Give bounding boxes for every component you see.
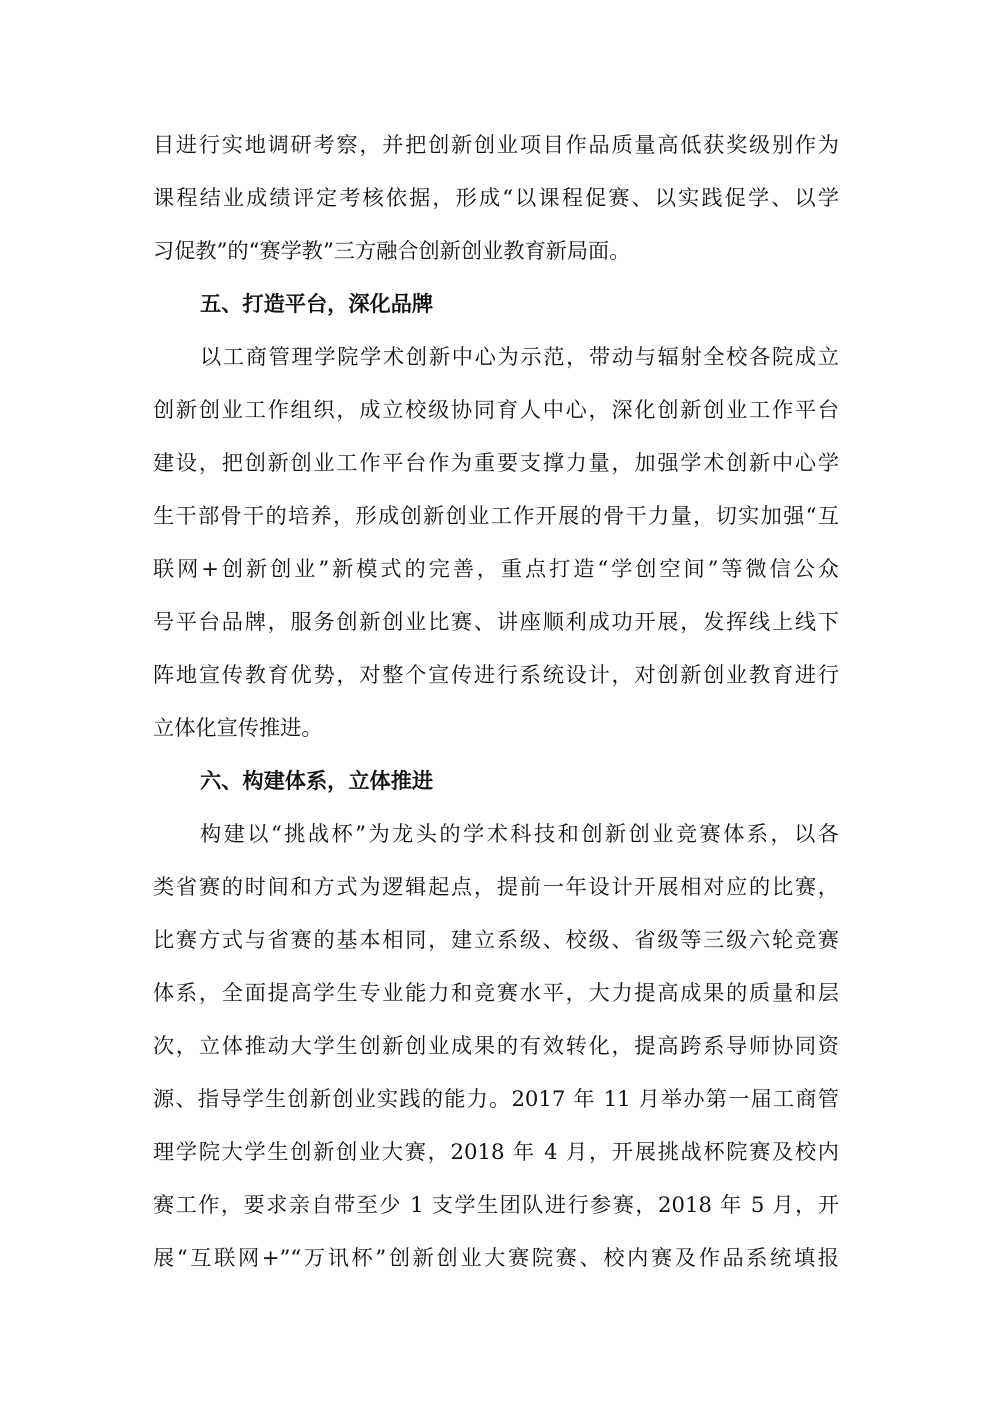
section-heading-6: 六、构建体系，立体推进 (200, 768, 434, 793)
paragraph-line: 目进行实地调研考察，并把创新创业项目作品质量高低获奖级别作为 (153, 132, 839, 157)
paragraph-line: 源、指导学生创新创业实践的能力。2017 年 11 月举办第一届工商管 (153, 1086, 839, 1111)
paragraph-line: 赛工作，要求亲自带至少 1 支学生团队进行参赛，2018 年 5 月，开 (153, 1192, 839, 1217)
section-heading-5: 五、打造平台，深化品牌 (200, 291, 434, 316)
paragraph-line: 号平台品牌，服务创新创业比赛、讲座顺利成功开展，发挥线上线下 (153, 609, 839, 634)
paragraph-line: 比赛方式与省赛的基本相同，建立系级、校级、省级等三级六轮竞赛 (153, 927, 839, 952)
paragraph-line: 建设，把创新创业工作平台作为重要支撑力量，加强学术创新中心学 (153, 450, 839, 475)
paragraph-line: 构建以“挑战杯”为龙头的学术科技和创新创业竞赛体系，以各 (200, 821, 839, 846)
paragraph-line: 理学院大学生创新创业大赛，2018 年 4 月，开展挑战杯院赛及校内 (153, 1139, 839, 1164)
paragraph-line: 次，立体推动大学生创新创业成果的有效转化，提高跨系导师协同资 (153, 1033, 839, 1058)
paragraph-line: 阵地宣传教育优势，对整个宣传进行系统设计，对创新创业教育进行 (153, 662, 839, 687)
paragraph-line: 立体化宣传推进。 (153, 715, 323, 740)
paragraph-line: 体系，全面提高学生专业能力和竞赛水平，大力提高成果的质量和层 (153, 980, 839, 1005)
paragraph-line: 联网+创新创业”新模式的完善，重点打造“学创空间”等微信公众 (153, 556, 839, 581)
paragraph-line: 以工商管理学院学术创新中心为示范，带动与辐射全校各院成立 (200, 344, 839, 369)
paragraph-line: 习促教”的“赛学教”三方融合创新创业教育新局面。 (153, 238, 631, 263)
paragraph-line: 创新创业工作组织，成立校级协同育人中心，深化创新创业工作平台 (153, 397, 839, 422)
paragraph-line: 类省赛的时间和方式为逻辑起点，提前一年设计开展相对应的比赛， (153, 874, 839, 899)
paragraph-line: 课程结业成绩评定考核依据，形成“以课程促赛、以实践促学、以学 (153, 185, 839, 210)
paragraph-line: 生干部骨干的培养，形成创新创业工作开展的骨干力量，切实加强“互 (153, 503, 839, 528)
paragraph-line: 展“互联网+”“万讯杯”创新创业大赛院赛、校内赛及作品系统填报 (153, 1245, 839, 1270)
